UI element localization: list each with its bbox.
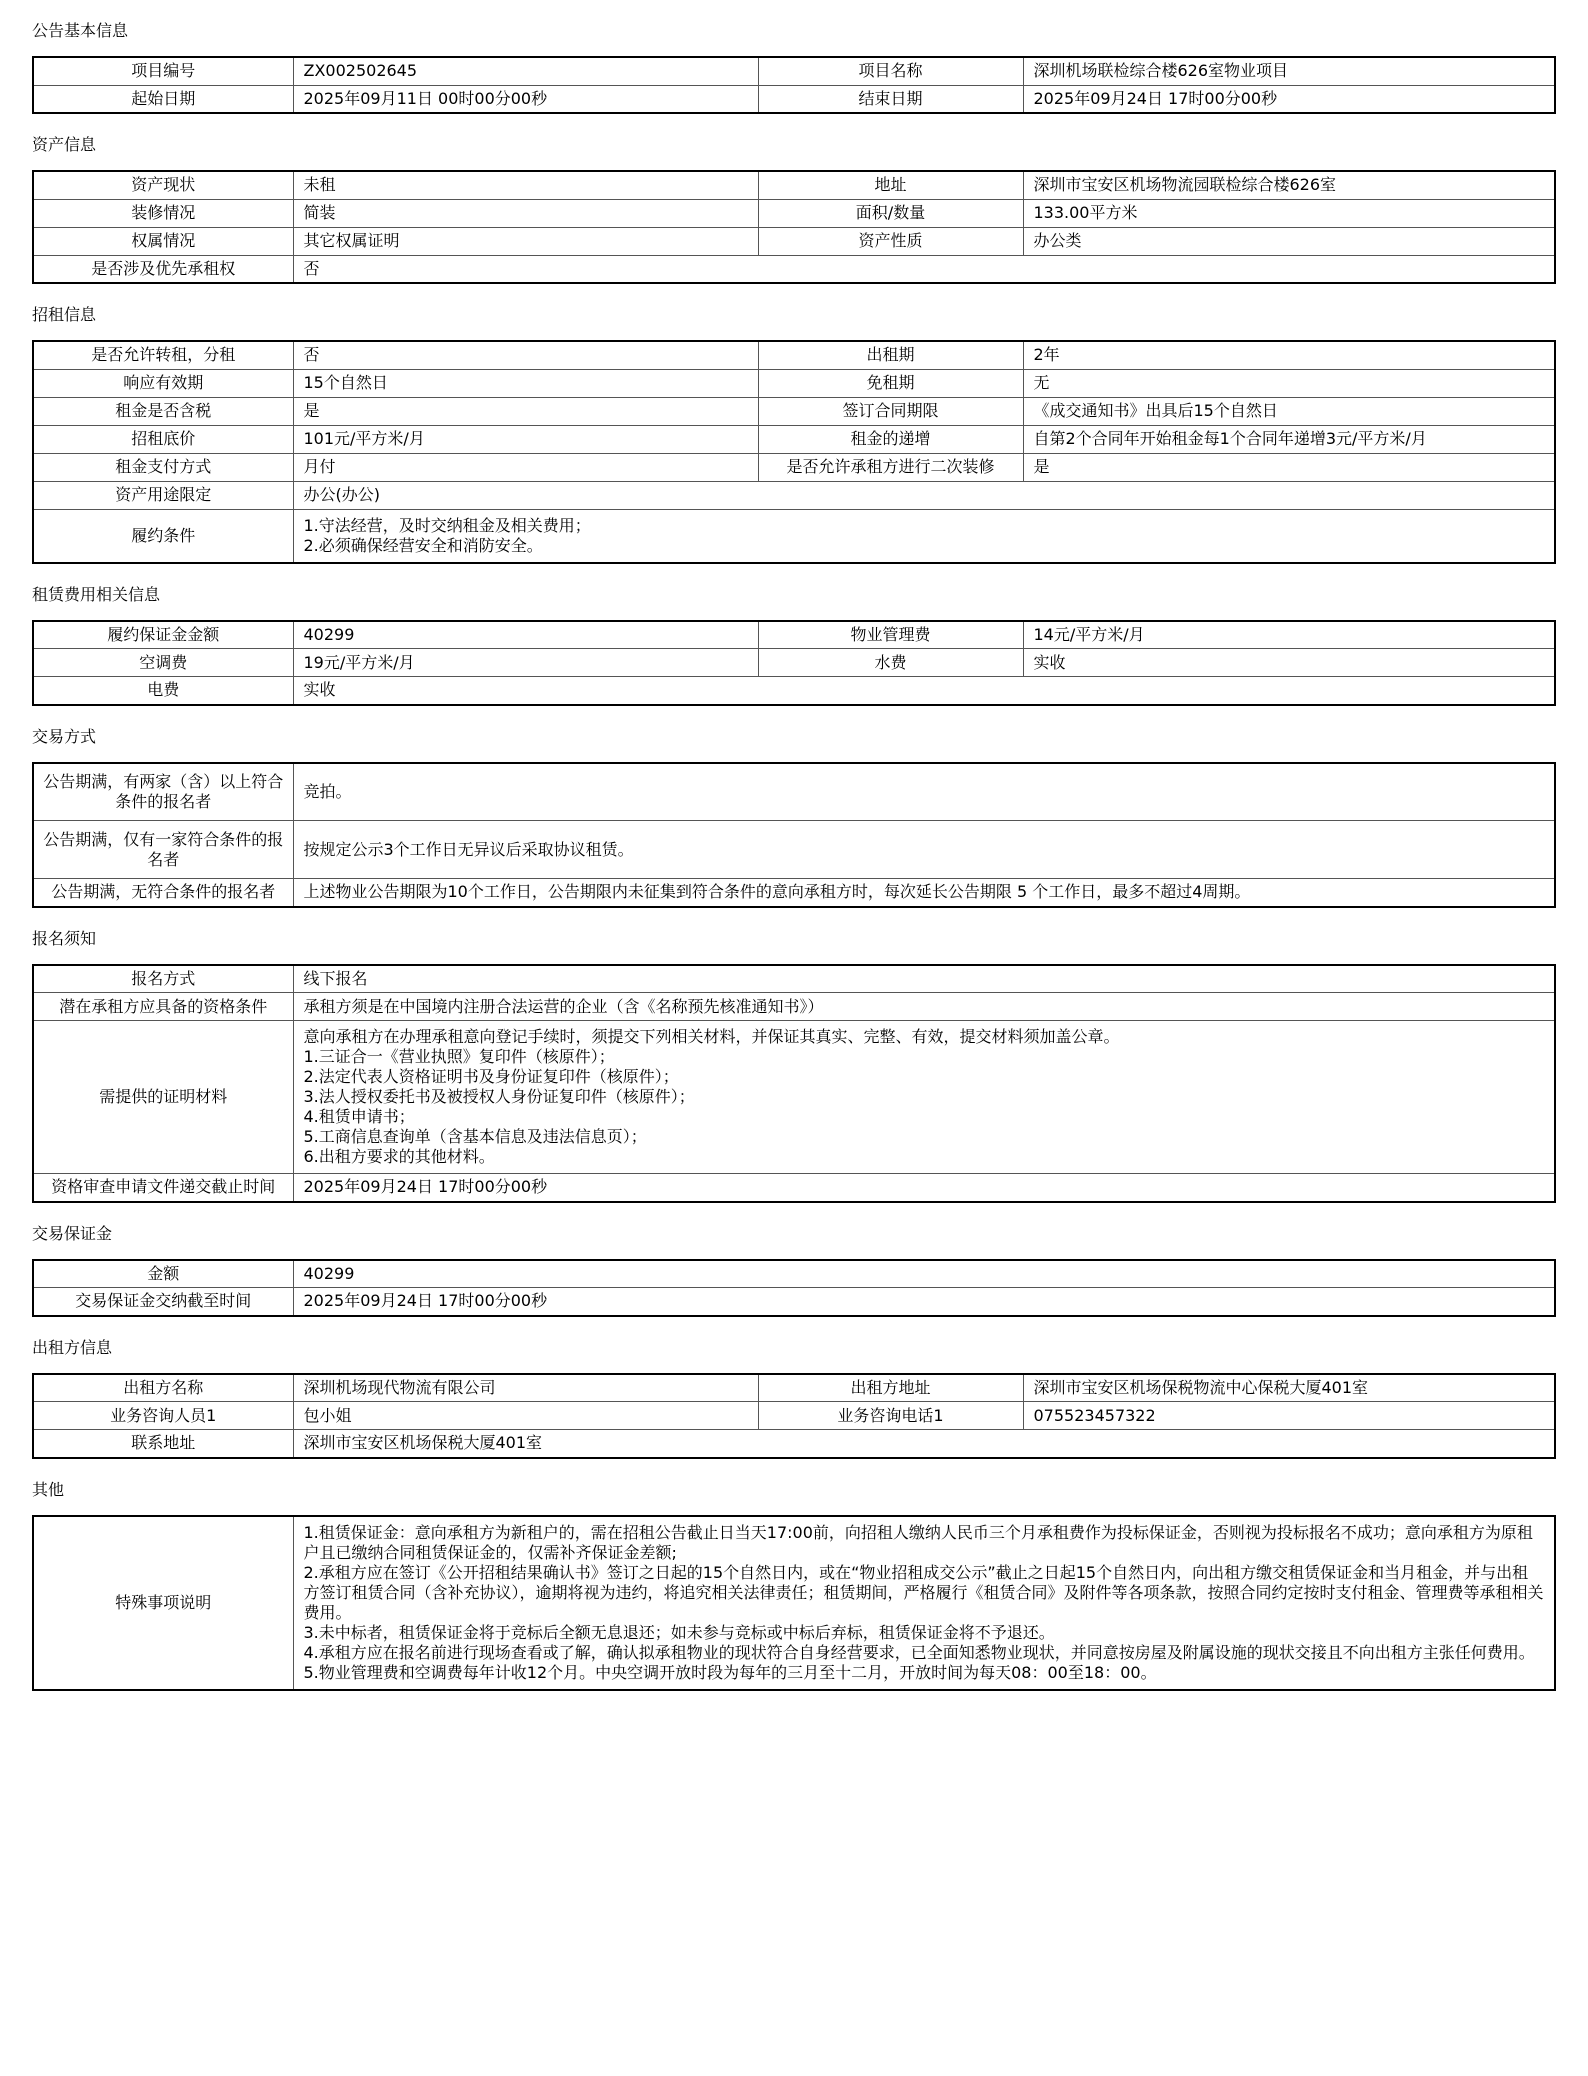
table-row [33, 993, 1555, 1021]
table-row [33, 171, 1555, 199]
field-label: 公告期满，有两家（含）以上符合条件的报名者 [33, 763, 293, 821]
field-value: 133.00平方米 [1023, 199, 1555, 227]
field-label: 物业管理费 [758, 621, 1023, 649]
table-row [33, 1374, 1555, 1402]
field-value: 101元/平方米/月 [293, 425, 758, 453]
field-label: 电费 [33, 677, 293, 705]
table-row [33, 425, 1555, 453]
field-label: 起始日期 [33, 85, 293, 113]
table-row [33, 397, 1555, 425]
field-label: 是否允许转租，分租 [33, 341, 293, 369]
table-row [33, 1402, 1555, 1430]
field-label: 是否允许承租方进行二次装修 [758, 453, 1023, 481]
section-title: 租赁费用相关信息 [32, 584, 161, 604]
field-label: 项目名称 [758, 57, 1023, 85]
value-line: 5.工商信息查询单（含基本信息及违法信息页）； [303, 1127, 647, 1146]
field-label: 交易保证金交纳截至时间 [33, 1288, 293, 1316]
field-label: 租金是否含税 [33, 397, 293, 425]
field-label: 面积/数量 [758, 199, 1023, 227]
field-value: 实收 [293, 677, 1555, 705]
table-row [33, 965, 1555, 993]
field-value: 承租方须是在中国境内注册合法运营的企业（含《名称预先核准通知书》） [293, 993, 1555, 1021]
section-title: 招租信息 [32, 305, 97, 324]
section-title: 资产信息 [32, 135, 97, 154]
field-value: 按规定公示3个工作日无异议后采取协议租赁。 [293, 821, 1555, 879]
value-line: 1.租赁保证金：意向承租方为新租户的，需在招租公告截止日当天17:00前，向招租人缴纳人民币三个月承租费作为投标保证金，否则视为投标报名不成功；意向承租方为原租户且已缴纳合同租赁保证金的，仅需补齐保证金差额; [303, 1522, 1533, 1562]
field-value: 《成交通知书》出具后15个自然日 [1023, 397, 1555, 425]
field-value: 2025年09月24日 17时00分00秒 [293, 1288, 1555, 1316]
table-row [33, 1174, 1555, 1202]
table-row [33, 621, 1555, 649]
field-value: 2025年09月24日 17时00分00秒 [293, 1174, 1555, 1202]
section-title: 交易保证金 [32, 1223, 113, 1243]
table-row [33, 1260, 1555, 1288]
field-label: 出租期 [758, 341, 1023, 369]
table-row [33, 453, 1555, 481]
field-label: 权属情况 [33, 227, 293, 255]
field-value: 无 [1023, 369, 1555, 397]
field-value: 19元/平方米/月 [293, 649, 758, 677]
field-label: 响应有效期 [33, 369, 293, 397]
field-label: 租金支付方式 [33, 453, 293, 481]
field-value: 上述物业公告期限为10个工作日，公告期限内未征集到符合条件的意向承租方时，每次延长公告期限 5 个工作日，最多不超过4周期。 [293, 879, 1555, 907]
field-value: ZX002502645 [293, 57, 758, 85]
field-label: 报名方式 [33, 965, 293, 993]
field-label: 资产用途限定 [33, 481, 293, 509]
info-table [32, 762, 1556, 908]
field-label: 需提供的证明材料 [33, 1021, 293, 1174]
info-table [32, 620, 1556, 706]
value-line: 4.承租方应在报名前进行现场查看或了解，确认拟承租物业的现状符合自身经营要求，已全面知悉物业现状，并同意按房屋及附属设施的现状交接且不向出租方主张任何费用。 [303, 1642, 1535, 1662]
table-row [33, 341, 1555, 369]
field-value: 40299 [293, 1260, 1555, 1288]
info-table [32, 1259, 1556, 1317]
table-row [33, 879, 1555, 907]
field-label: 免租期 [758, 369, 1023, 397]
value-line: 3.法人授权委托书及被授权人身份证复印件（核原件）； [303, 1087, 695, 1106]
field-label: 履约条件 [33, 509, 293, 563]
field-value: 其它权属证明 [293, 227, 758, 255]
field-label: 出租方地址 [758, 1374, 1023, 1402]
field-value: 线下报名 [293, 965, 1555, 993]
field-label: 资产性质 [758, 227, 1023, 255]
field-value: 月付 [293, 453, 758, 481]
field-value: 深圳市宝安区机场物流园联检综合楼626室 [1023, 171, 1555, 199]
info-table [32, 964, 1556, 1203]
field-label: 公告期满，无符合条件的报名者 [33, 879, 293, 907]
field-value: 办公类 [1023, 227, 1555, 255]
table-row [33, 369, 1555, 397]
info-table [32, 1515, 1556, 1691]
value-line: 3.未中标者，租赁保证金将于竞标后全额无息退还；如未参与竞标或中标后弃标，租赁保证金将不予退还。 [303, 1622, 1055, 1642]
table-row [33, 763, 1555, 821]
field-label: 招租底价 [33, 425, 293, 453]
table-row [33, 509, 1555, 563]
value-line: 4.租赁申请书； [303, 1107, 415, 1126]
field-label: 签订合同期限 [758, 397, 1023, 425]
field-value: 未租 [293, 171, 758, 199]
table-row [33, 1021, 1555, 1174]
info-table [32, 1373, 1556, 1459]
field-value: 2年 [1023, 341, 1555, 369]
field-value: 包小姐 [293, 1402, 758, 1430]
field-value: 竞拍。 [293, 763, 1555, 821]
info-table [32, 56, 1556, 114]
field-label: 资产现状 [33, 171, 293, 199]
field-value [293, 509, 1555, 563]
table-row [33, 1516, 1555, 1690]
field-value: 是 [293, 397, 758, 425]
field-label: 业务咨询人员1 [33, 1402, 293, 1430]
table-row [33, 199, 1555, 227]
field-label: 联系地址 [33, 1430, 293, 1458]
field-label: 公告期满，仅有一家符合条件的报名者 [33, 821, 293, 879]
field-label: 装修情况 [33, 199, 293, 227]
info-table [32, 340, 1556, 564]
info-table [32, 170, 1556, 284]
field-value: 简装 [293, 199, 758, 227]
field-label: 履约保证金金额 [33, 621, 293, 649]
field-label: 金额 [33, 1260, 293, 1288]
field-value [293, 1516, 1555, 1690]
field-label: 资格审查申请文件递交截止时间 [33, 1174, 293, 1202]
field-value: 075523457322 [1023, 1402, 1555, 1430]
value-line: 2.法定代表人资格证明书及身份证复印件（核原件）； [303, 1067, 679, 1086]
field-value: 40299 [293, 621, 758, 649]
section-title: 其他 [32, 1479, 65, 1499]
table-row [33, 677, 1555, 705]
field-label: 结束日期 [758, 85, 1023, 113]
table-row [33, 821, 1555, 879]
field-value: 是 [1023, 453, 1555, 481]
field-label: 项目编号 [33, 57, 293, 85]
field-value: 2025年09月11日 00时00分00秒 [293, 85, 758, 113]
field-value: 自第2个合同年开始租金每1个合同年递增3元/平方米/月 [1023, 425, 1555, 453]
field-label: 空调费 [33, 649, 293, 677]
table-row [33, 255, 1555, 283]
table-row [33, 85, 1555, 113]
table-row [33, 481, 1555, 509]
field-value: 办公(办公) [293, 481, 1555, 509]
section-title: 报名须知 [32, 928, 97, 948]
field-value: 深圳市宝安区机场保税大厦401室 [293, 1430, 1555, 1458]
field-value: 否 [293, 255, 1555, 283]
field-label: 是否涉及优先承租权 [33, 255, 293, 283]
section-title: 出租方信息 [32, 1337, 113, 1357]
field-value: 深圳机场现代物流有限公司 [293, 1374, 758, 1402]
section-title: 公告基本信息 [32, 21, 129, 40]
field-value: 实收 [1023, 649, 1555, 677]
field-value: 深圳市宝安区机场保税物流中心保税大厦401室 [1023, 1374, 1555, 1402]
field-label: 租金的递增 [758, 425, 1023, 453]
value-line: 2.承租方应在签订《公开招租结果确认书》签订之日起的15个自然日内，或在“物业招租成交公示”截止之日起15个自然日内，向出租方缴交租赁保证金和当月租金，并与出租方签订租赁合同（含补充协议），逾期将视为违约，将追究相关法律责任；租赁期间，严格履行《租赁合同》及附件等各项条款，按照合同约定按时支付租金、管理费等承租相关费用。 [303, 1562, 1544, 1622]
table-row [33, 1288, 1555, 1316]
value-line: 1.三证合一《营业执照》复印件（核原件）； [303, 1047, 615, 1066]
field-value [293, 1021, 1555, 1174]
field-label: 地址 [758, 171, 1023, 199]
field-label: 潜在承租方应具备的资格条件 [33, 993, 293, 1021]
section-title: 交易方式 [32, 726, 97, 746]
field-value: 2025年09月24日 17时00分00秒 [1023, 85, 1555, 113]
field-label: 业务咨询电话1 [758, 1402, 1023, 1430]
field-value: 深圳机场联检综合楼626室物业项目 [1023, 57, 1555, 85]
value-line: 6.出租方要求的其他材料。 [303, 1147, 495, 1166]
table-row [33, 227, 1555, 255]
table-row [33, 1430, 1555, 1458]
field-value: 否 [293, 341, 758, 369]
value-line: 意向承租方在办理承租意向登记手续时，须提交下列相关材料，并保证其真实、完整、有效，提交材料须加盖公章。 [303, 1027, 1120, 1046]
field-value: 15个自然日 [293, 369, 758, 397]
value-line: 5.物业管理费和空调费每年计收12个月。中央空调开放时段为每年的三月至十二月，开放时间为每天08：00至18：00。 [303, 1662, 1157, 1682]
field-label: 水费 [758, 649, 1023, 677]
field-label: 特殊事项说明 [33, 1516, 293, 1690]
table-row [33, 649, 1555, 677]
field-label: 出租方名称 [33, 1374, 293, 1402]
announcement-page [32, 0, 1554, 1691]
field-value: 14元/平方米/月 [1023, 621, 1555, 649]
value-line: 1.守法经营，及时交纳租金及相关费用； [303, 515, 591, 535]
value-line: 2.必须确保经营安全和消防安全。 [303, 535, 543, 555]
table-row [33, 57, 1555, 85]
